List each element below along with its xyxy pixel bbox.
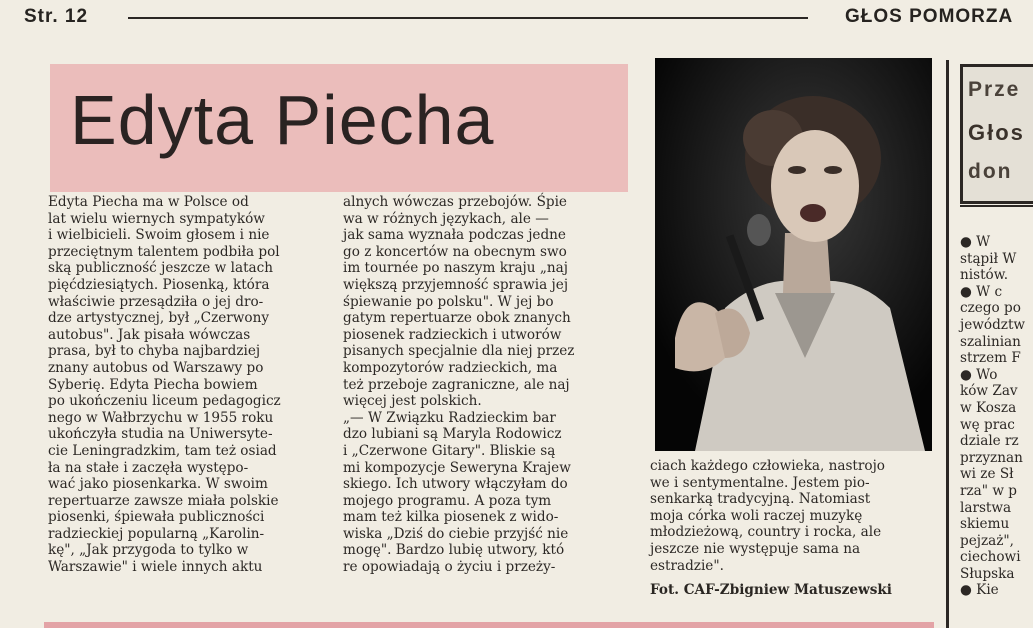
sidebar-line: dziale rz: [960, 433, 1019, 450]
column-1-line: lat wielu wiernych sympatyków: [48, 210, 265, 227]
singer-illustration: [655, 58, 932, 451]
column-2-line: dzo lubiani są Maryla Rodowicz: [343, 426, 562, 443]
column-1-line: przeciętnym talentem podbiła pol: [48, 243, 280, 260]
column-1-line: Syberię. Edyta Piecha bowiem: [48, 376, 258, 393]
column-2-line: mi kompozycje Seweryna Krajew: [343, 459, 571, 476]
column-1-line: kę", „Jak przygoda to tylko w: [48, 542, 249, 559]
singer-photo: [655, 58, 932, 451]
column-2-line: kompozytorów radzieckich, ma: [343, 359, 558, 376]
sidebar-line: rza" w p: [960, 482, 1017, 499]
column-3-line: moja córka woli raczej muzykę: [650, 507, 863, 524]
column-2-line: pisanych specjalnie dla niej przez: [343, 343, 575, 360]
sidebar-box-line-1: Prze: [968, 78, 1021, 101]
column-1-line: nego w Wałbrzychu w 1955 roku: [48, 409, 274, 426]
column-2-line: śpiewanie po polsku". W jej bo: [343, 293, 554, 310]
page-number: Str. 12: [24, 6, 89, 27]
column-1-line: ską publiczność jeszcze w latach: [48, 260, 274, 277]
column-1-line: autobus". Jak pisała wówczas: [48, 326, 251, 343]
column-3-line: senkarką tradycyjną. Natomiast: [650, 491, 871, 508]
column-2-line: wa w różnych językach, ale —: [343, 210, 549, 227]
sidebar-line: nistów.: [960, 267, 1009, 284]
column-1-line: Edyta Piecha ma w Polsce od: [48, 194, 249, 210]
column-1-line: po ukończeniu liceum pedagogicz: [48, 393, 281, 410]
sidebar-box-line-2: Głos: [968, 120, 1025, 145]
sidebar-line: larstwa: [960, 499, 1012, 516]
sidebar-line: ciechowi: [960, 549, 1021, 566]
sidebar-line: strzem F: [960, 350, 1021, 367]
sidebar-line: ● Wo: [960, 366, 998, 383]
column-1-line: i wielbicieli. Swoim głosem i nie: [48, 227, 270, 244]
column-2-line: wiska „Dziś do ciebie przyjść nie: [343, 525, 569, 542]
article-column-1: [48, 194, 281, 576]
column-2-line: też przeboje zagraniczne, ale naj: [343, 376, 570, 393]
column-1-line: znany autobus od Warszawy po: [48, 359, 264, 376]
column-1-line: piosenki, śpiewała publiczności: [48, 509, 265, 526]
sidebar-line: ● Kie: [960, 582, 999, 599]
column-2-line: go z koncertów na obecnym swo: [343, 243, 567, 260]
column-2-line: mojego programu. A poza tym: [343, 492, 552, 509]
masthead: GŁOS POMORZA: [845, 6, 1014, 27]
column-1-line: właściwie przesądziła o jej dro-: [48, 293, 264, 310]
column-2-line: mogę". Bardzo lubię utwory, któ: [343, 542, 565, 559]
sidebar-line: w Kosza: [960, 399, 1017, 416]
column-2-line: skiego. Ich utwory włączyłam do: [343, 476, 568, 493]
sidebar-line: wę prac: [960, 416, 1015, 433]
column-1-line: ukończyła studia na Uniwersyte-: [48, 426, 273, 443]
column-3-line: estradzie".: [650, 557, 724, 574]
column-2-line: „— W Związku Radzieckim bar: [343, 409, 556, 426]
column-2-line: re opowiadają o życiu i przeży-: [343, 559, 556, 576]
article-column-2: [343, 194, 574, 576]
column-1-line: radzieckiej popularną „Karolin-: [48, 525, 265, 542]
sidebar-line: stąpił W: [960, 250, 1017, 267]
column-3-line: we i sentymentalne. Jestem pio-: [650, 474, 870, 491]
column-2-line: piosenek radzieckich i utworów: [343, 326, 562, 343]
column-1-line: cie Leningradzkim, tam też osiad: [48, 442, 277, 459]
column-1-line: ła na stałe i zaczęła występo-: [48, 459, 249, 476]
sidebar-box-line-3: don: [968, 160, 1013, 183]
column-divider: [946, 60, 949, 628]
sidebar-line: wi ze Sł: [960, 466, 1014, 483]
column-3-line: młodzieżową, country i rocka, ale: [650, 524, 882, 541]
column-2-line: mam też kilka piosenek z wido-: [343, 509, 559, 526]
column-1-line: pięćdziesiątych. Piosenką, która: [48, 276, 270, 293]
column-1-line: dze artystycznej, był „Czerwony: [48, 310, 270, 327]
column-1-line: wać jako piosenkarka. W swoim: [48, 476, 268, 493]
article-column-3: [650, 458, 885, 574]
column-3-line: jeszcze nie występuje sama na: [650, 540, 861, 557]
column-2-line: i „Czerwone Gitary". Bliskie są: [343, 442, 556, 459]
column-2-line: im tournée po naszym kraju „naj: [343, 260, 568, 277]
column-1-line: prasa, był to chyba najbardziej: [48, 343, 261, 360]
column-2-line: większą przyjemność sprawia jej: [343, 276, 569, 293]
sidebar-line: przyznan: [960, 449, 1023, 466]
column-2-line: jak sama wyznała podczas jedne: [343, 227, 566, 244]
sidebar-box-rule: [960, 205, 1033, 207]
column-2-line: więcej jest polskich.: [343, 393, 482, 410]
column-2-line: alnych wówczas przebojów. Śpie: [343, 194, 567, 210]
sidebar-line: pejzaż",: [960, 532, 1014, 549]
column-1-line: Warszawie" i wiele innych aktu: [48, 559, 263, 576]
sidebar-line: ków Zav: [960, 383, 1018, 400]
column-3-line: ciach każdego człowieka, nastrojo: [650, 458, 885, 474]
column-2-line: gatym repertuarze obok znanych: [343, 310, 571, 327]
sidebar-line: jewództw: [960, 316, 1026, 333]
header-rule: [128, 17, 808, 19]
column-1-line: repertuarze zawsze miała polskie: [48, 492, 279, 509]
sidebar-text: [960, 234, 1025, 599]
sidebar-line: czego po: [960, 300, 1021, 317]
sidebar-line: skiemu: [960, 516, 1010, 533]
article-title: Edyta Piecha: [70, 81, 495, 159]
sidebar-line: ● W: [960, 234, 991, 250]
sidebar-line: szalinian: [960, 333, 1021, 350]
sidebar-line: Słupska: [960, 565, 1015, 582]
sidebar-line: ● W c: [960, 283, 1003, 300]
photo-caption: Fot. CAF-Zbigniew Matuszewski: [650, 582, 892, 598]
bottom-rule: [44, 622, 934, 628]
